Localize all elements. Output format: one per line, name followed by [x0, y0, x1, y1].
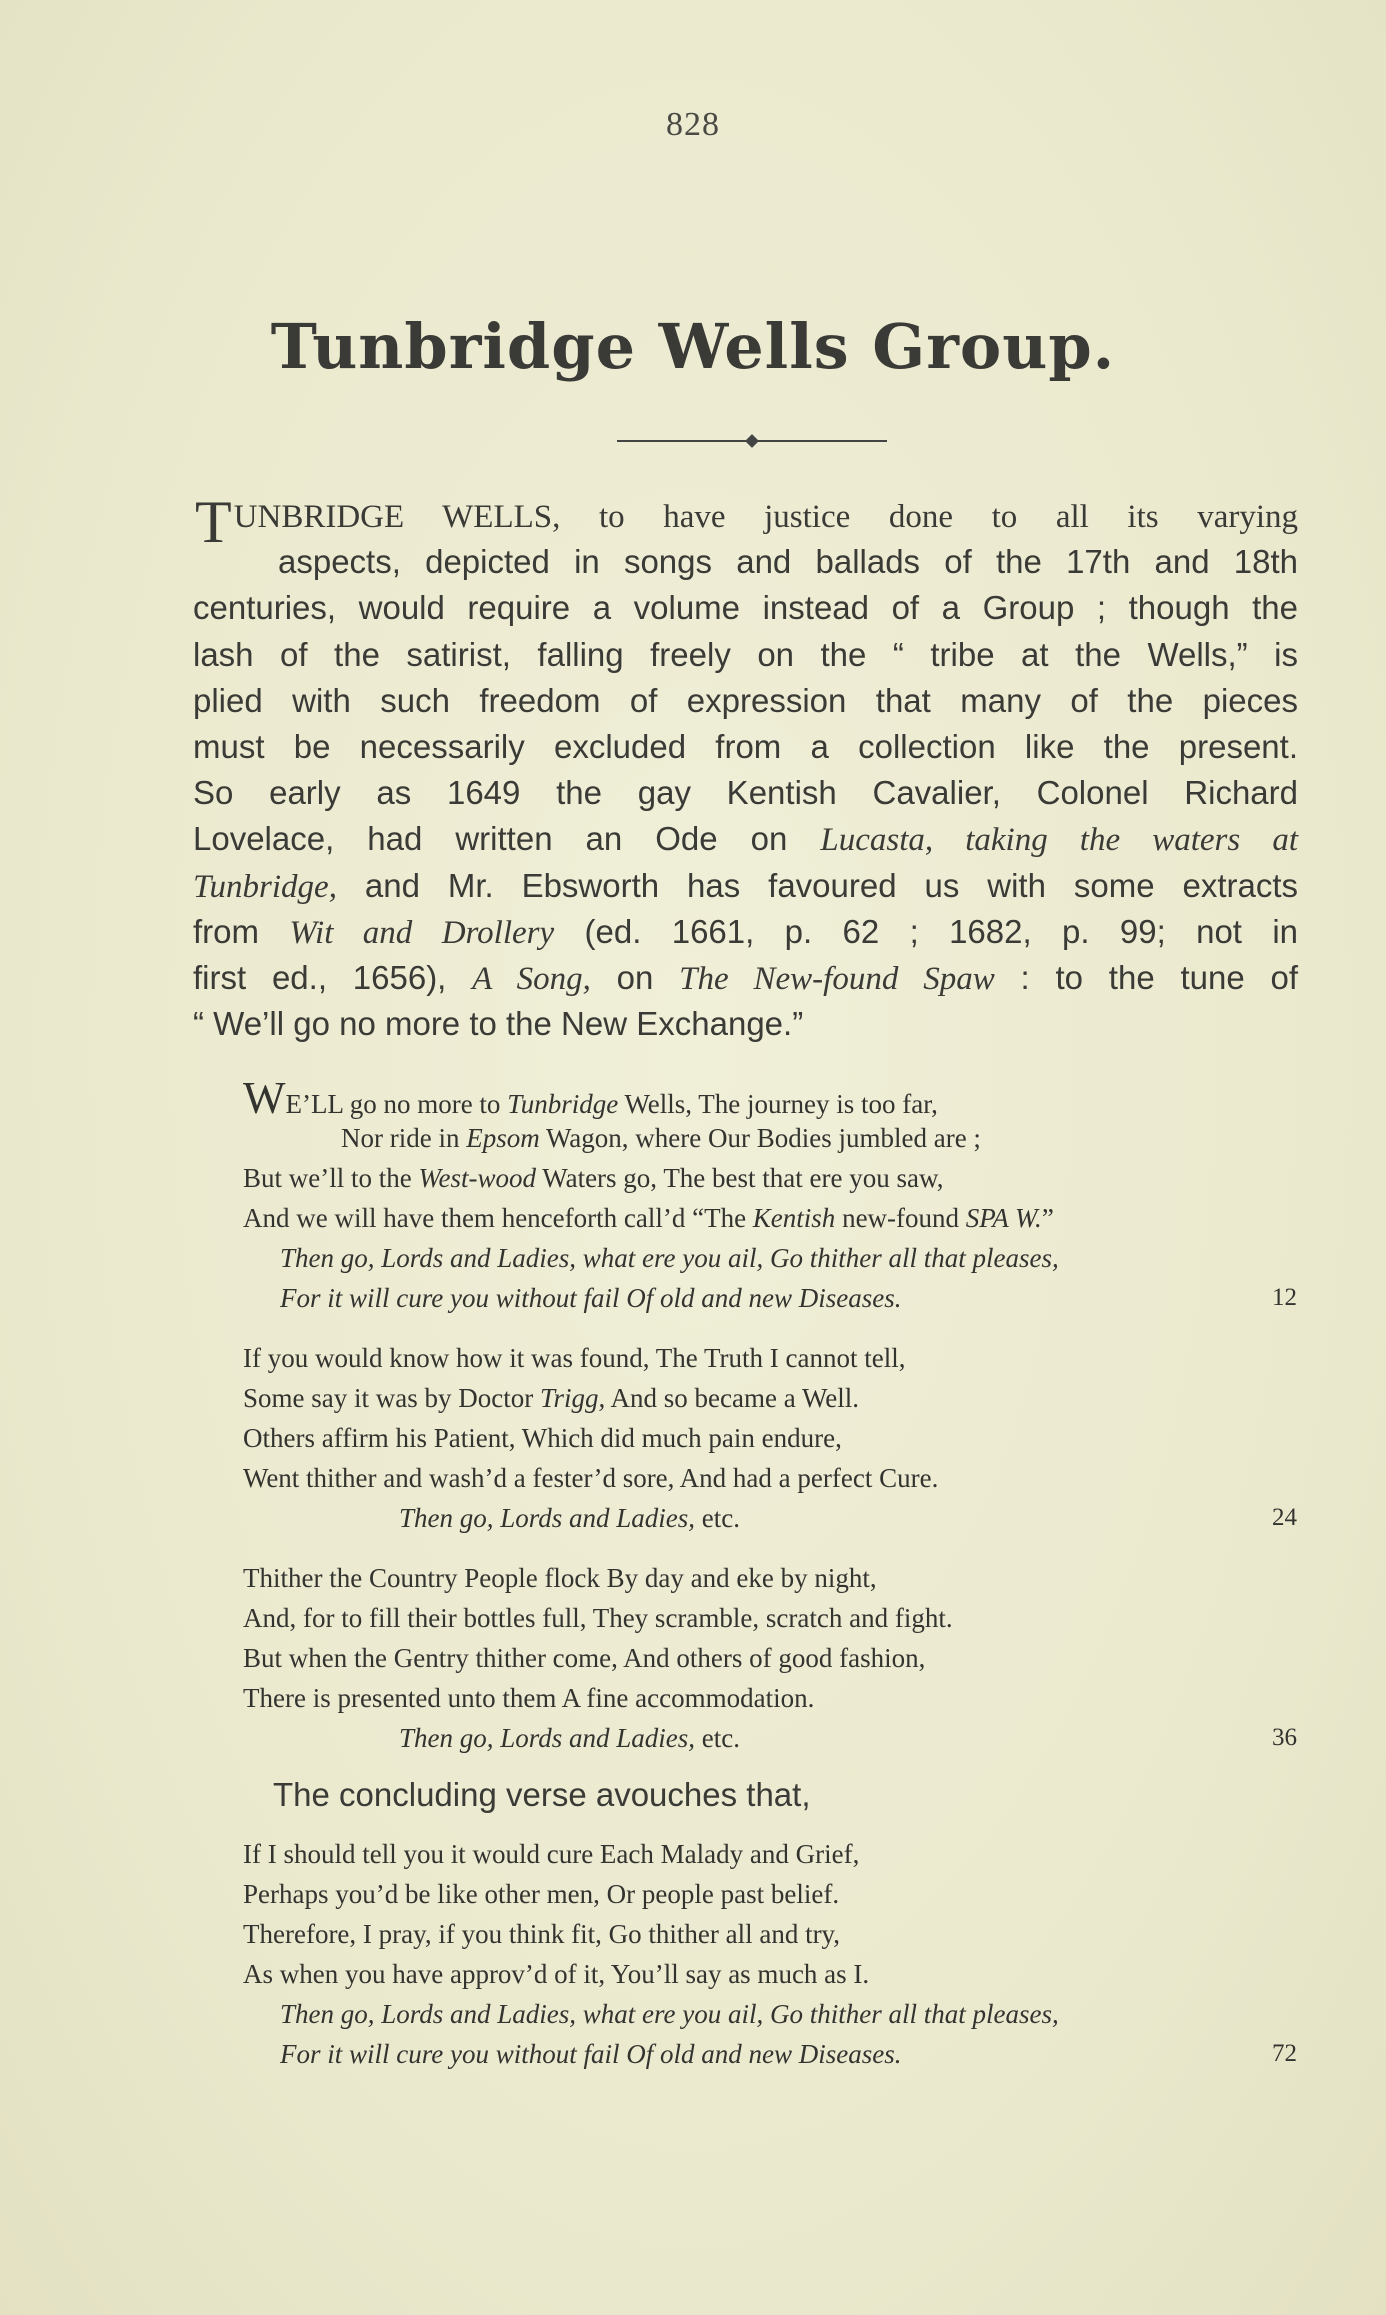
refrain-line: Then go, Lords and Ladies, what ere you ail, Go thither all that pleases,: [280, 1243, 1059, 1273]
verse-line: If I should tell you it would cure Each Malady and Grief,: [243, 1839, 860, 1869]
drop-cap: T: [195, 489, 232, 555]
line-number: 72: [1272, 2040, 1297, 2067]
verse-line: As when you have approv’d of it, You’ll say as much as I.: [243, 1959, 870, 1989]
intro-line-5: plied with such freedom of expression that many of the pieces: [193, 681, 1298, 719]
line-number: 36: [1272, 1724, 1297, 1751]
verse-line: WE’LL go no more to Tunbridge Wells, The journey is too far,: [243, 1073, 938, 1123]
intro-line-7: So early as 1649 the gay Kentish Cavalier, Colonel Richard: [193, 774, 1298, 812]
intro-line-4: lash of the satirist, falling freely on the “ tribe at the Wells,” is: [193, 635, 1298, 673]
verse-line: Thither the Country People flock By day and eke by night,: [243, 1563, 877, 1593]
line-number: 12: [1272, 1284, 1297, 1311]
stanza-3: [243, 1558, 1305, 1758]
verse-drop-cap: W: [243, 1073, 286, 1123]
refrain-line: Then go, Lords and Ladies, what ere you ail, Go thither all that pleases,: [280, 1999, 1059, 2029]
stanza-4: [243, 1834, 1305, 2074]
verse-line: And we will have them henceforth call’d “The Kentish new-found SPA W.”: [243, 1203, 1054, 1233]
intro-line-12: “ We’ll go no more to the New Exchange.”: [193, 1005, 804, 1043]
verse-line: Therefore, I pray, if you think fit, Go thither all and try,: [243, 1919, 841, 1949]
intro-line-3: centuries, would require a volume instead of a Group ; though the: [193, 589, 1298, 627]
intro-line-9: Tunbridge, and Mr. Ebsworth has favoured us with some extracts: [193, 866, 1298, 905]
stanza-1: [243, 1073, 1305, 1318]
intro-line-10: from Wit and Drollery (ed. 1661, p. 62 ; 1682, p. 99; not in: [193, 912, 1299, 951]
verse-line: And, for to fill their bottles full, They scramble, scratch and fight.: [243, 1603, 953, 1633]
refrain-line: Then go, Lords and Ladies, etc. 36: [243, 1718, 1305, 1758]
refrain-line: Then go, Lords and Ladies, etc. 24: [243, 1498, 1305, 1538]
verse-line: There is presented unto them A fine accommodation.: [243, 1683, 815, 1713]
intro-line-11: first ed., 1656), A Song, on The New-found Spaw : to the tune of: [193, 958, 1299, 997]
stanza-2: [243, 1338, 1305, 1538]
verse-line: But when the Gentry thither come, And others of good fashion,: [243, 1643, 926, 1673]
verse-line: But we’ll to the West-wood Waters go, The best that ere you saw,: [243, 1163, 944, 1193]
verse-line: Went thither and wash’d a fester’d sore, And had a perfect Cure.: [243, 1463, 939, 1493]
verse-line: If you would know how it was found, The Truth I cannot tell,: [243, 1343, 906, 1373]
intro-paragraph: [193, 489, 1299, 1047]
intro-line-1: TUNBRIDGE WELLS, to have justice done to all its varying: [195, 489, 1298, 555]
refrain-line: For it will cure you without fail Of old and new Diseases. 12: [243, 1278, 1305, 1318]
verse-line: Perhaps you’d be like other men, Or people past belief.: [243, 1879, 840, 1909]
line-number: 24: [1272, 1504, 1297, 1531]
verse-line: Nor ride in Epsom Wagon, where Our Bodies jumbled are ;: [341, 1123, 981, 1153]
intro-line-6: must be necessarily excluded from a collection like the present.: [193, 727, 1298, 765]
verse-line: Some say it was by Doctor Trigg, And so became a Well.: [243, 1383, 860, 1413]
intro-line-8: Lovelace, had written an Ode on Lucasta, taking the waters at: [193, 820, 1298, 859]
page-title: Tunbridge Wells Group.: [270, 310, 1116, 383]
bridge-text: The concluding verse avouches that,: [273, 1776, 811, 1813]
intro-line-2: aspects, depicted in songs and ballads of the 17th and 18th: [278, 543, 1298, 581]
page-number: 828: [666, 106, 720, 143]
rule-ornament-icon: [745, 434, 759, 448]
verse-line: Others affirm his Patient, Which did much pain endure,: [243, 1423, 842, 1453]
refrain-line: For it will cure you without fail Of old and new Diseases. 72: [243, 2034, 1305, 2074]
